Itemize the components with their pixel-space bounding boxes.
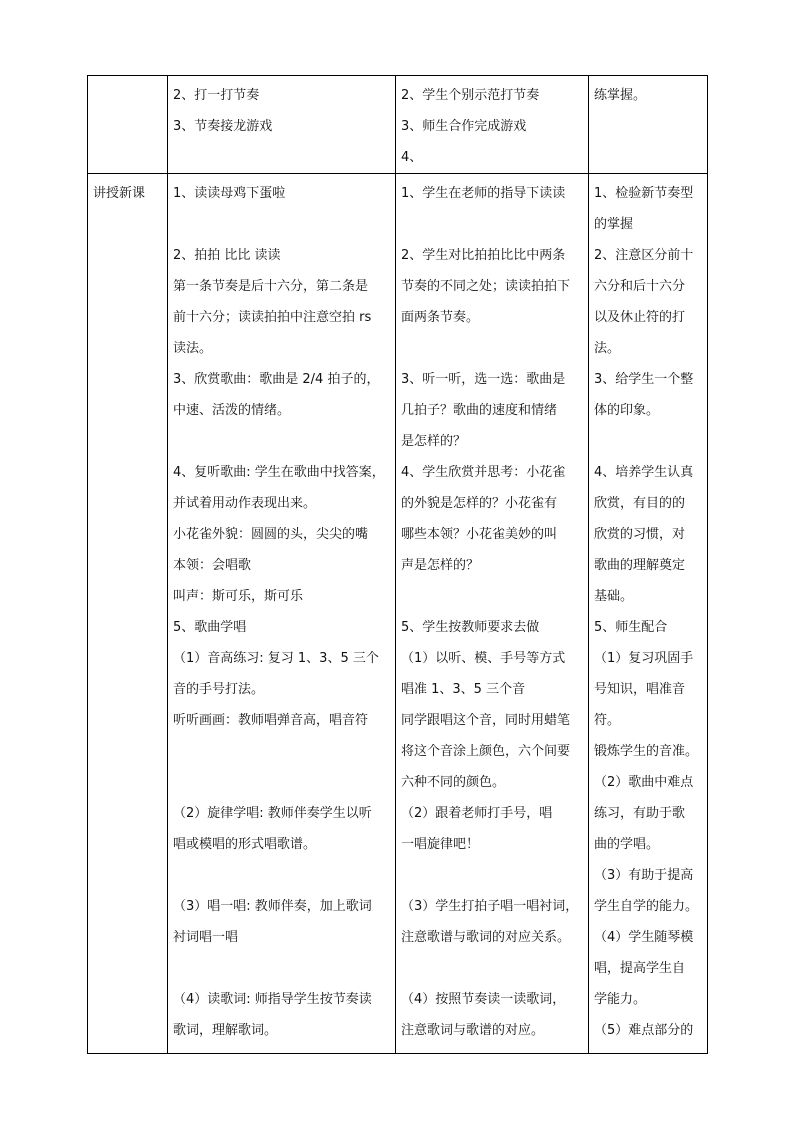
text-line: 节奏的不同之处；读读拍拍下	[401, 279, 571, 294]
text-line: 唱准 1、3、5 三个音	[401, 682, 526, 697]
text-line: （3）唱一唱: 教师伴奏，加上歌词	[173, 899, 372, 914]
text-line: 听听画画：教师唱弹音高，唱音符	[173, 713, 369, 728]
blank-line	[401, 333, 583, 364]
lesson-plan-table	[87, 75, 708, 1054]
teacher-activity-cell	[168, 76, 396, 174]
text-line: （3）学生打拍子唱一唱衬词，	[401, 899, 579, 914]
blank-line	[594, 426, 702, 457]
blank-line	[401, 209, 583, 240]
text-line: 注意歌词与歌谱的对应。	[401, 1023, 545, 1038]
text-line: 歌词，理解歌词。	[173, 1023, 278, 1038]
text-line: 读法。	[173, 341, 213, 356]
text-line: 欣赏，有目的的	[594, 496, 686, 511]
text-line: 3、听一听，选一选：歌曲是	[401, 372, 566, 387]
text-line: 音的手号打法。	[173, 682, 265, 697]
text-line: 前十六分；读读拍拍中注意空拍 rs	[173, 310, 372, 325]
text-line: 练习，有助于歌	[594, 806, 686, 821]
text-line: 学生自学的能力。	[594, 899, 699, 914]
blank-line	[173, 767, 390, 798]
text-line: （4）学生随琴模	[594, 930, 694, 945]
text-line: （4）按照节奏读一读歌词，	[401, 992, 566, 1007]
text-line: 2、学生对比拍拍比比中两条	[401, 248, 566, 263]
blank-line	[173, 426, 390, 457]
text-line: 2、注意区分前十	[594, 248, 694, 263]
text-line: 3、节奏接龙游戏	[173, 119, 273, 134]
text-line: 本领：会唱歌	[173, 558, 252, 573]
text-line: 同学跟唱这个音，同时用蜡笔	[401, 713, 571, 728]
text-line: 的掌握	[594, 217, 634, 232]
text-line: （2）旋律学唱: 教师伴奏学生以听	[173, 806, 372, 821]
text-line: 叫声：斯可乐，斯可乐	[173, 589, 304, 604]
text-line: 符。	[594, 713, 621, 728]
text-line: 练掌握。	[594, 88, 647, 103]
blank-line	[173, 209, 390, 240]
text-line: 2、拍拍 比比 读读	[173, 248, 281, 263]
blank-line	[173, 953, 390, 984]
table-row	[88, 174, 708, 1054]
text-line: 欣赏的习惯，对	[594, 527, 686, 542]
text-line: 4、学生欣赏并思考：小花雀	[401, 465, 566, 480]
text-line: 3、给学生一个整	[594, 372, 694, 387]
text-line: 哪些本领？小花雀美妙的叫	[401, 527, 558, 542]
text-line: 3、欣赏歌曲：歌曲是 2/4 拍子的，	[173, 372, 380, 387]
text-line: （1）复习巩固手	[594, 651, 694, 666]
student-activity-cell	[396, 76, 589, 174]
text-line: 基础。	[594, 589, 634, 604]
section-cell: 讲授新课	[88, 174, 168, 1054]
text-line: 六种不同的颜色。	[401, 775, 506, 790]
text-line: 号知识，唱准音	[594, 682, 686, 697]
text-line: 是怎样的？	[401, 434, 467, 449]
text-line: 面两条节奏。	[401, 310, 480, 325]
text-line: 5、学生按教师要求去做	[401, 620, 540, 635]
text-line: 唱，提高学生自	[594, 961, 686, 976]
text-line: 1、检验新节奏型	[594, 186, 694, 201]
text-line: 2、学生个别示范打节奏	[401, 88, 540, 103]
blank-line	[401, 860, 583, 891]
section-cell	[88, 76, 168, 174]
text-line: 4、	[401, 150, 423, 165]
text-line: 唱或模唱的形式唱歌谱。	[173, 837, 317, 852]
text-line: 衬词唱一唱	[173, 930, 239, 945]
text-line: 体的印象。	[594, 403, 660, 418]
design-purpose-cell	[589, 76, 708, 174]
text-line: 曲的学唱。	[594, 837, 660, 852]
text-line: 3、师生合作完成游戏	[401, 119, 527, 134]
blank-line	[173, 736, 390, 767]
text-line: （2）歌曲中难点	[594, 775, 694, 790]
text-line: 小花雀外貌：圆圆的头，尖尖的嘴	[173, 527, 369, 542]
text-line: 1、读读母鸡下蛋啦	[173, 186, 286, 201]
text-line: 4、培养学生认真	[594, 465, 694, 480]
text-line: （5）难点部分的	[594, 1023, 694, 1038]
text-line: 2、打一打节奏	[173, 88, 260, 103]
text-line: 4、复听歌曲: 学生在歌曲中找答案，	[173, 465, 385, 480]
text-line: 几拍子？歌曲的速度和情绪	[401, 403, 558, 418]
text-line: 将这个音涂上颜色，六个间要	[401, 744, 571, 759]
text-line: 5、师生配合	[594, 620, 668, 635]
text-line: 声是怎样的？	[401, 558, 480, 573]
text-line: 法。	[594, 341, 621, 356]
text-line: 一唱旋律吧！	[401, 837, 480, 852]
blank-line	[173, 860, 390, 891]
text-line: 并试着用动作表现出来。	[173, 496, 317, 511]
text-line: 中速、活泼的情绪。	[173, 403, 291, 418]
text-line: 的外貌是怎样的？小花雀有	[401, 496, 558, 511]
text-line: 注意歌谱与歌词的对应关系。	[401, 930, 571, 945]
text-line: 5、歌曲学唱	[173, 620, 247, 635]
text-line: 学能力。	[594, 992, 647, 1007]
text-line: 六分和后十六分	[594, 279, 686, 294]
text-line: （1）音高练习: 复习 1、3、5 三个	[173, 651, 379, 666]
text-line: 锻炼学生的音准。	[594, 744, 699, 759]
text-line: 第一条节奏是后十六分，第二条是	[173, 279, 369, 294]
text-line: 以及休止符的打	[594, 310, 686, 325]
text-line: 歌曲的理解奠定	[594, 558, 686, 573]
text-line: 1、学生在老师的指导下读读	[401, 186, 566, 201]
text-line: （2）跟着老师打手号，唱	[401, 806, 553, 821]
table-row	[88, 76, 708, 174]
blank-line	[401, 581, 583, 612]
text-line: （1）以听、模、手号等方式	[401, 651, 566, 666]
blank-line	[401, 953, 583, 984]
design-purpose-cell	[589, 174, 708, 1054]
text-line: （4）读歌词: 师指导学生按节奏读	[173, 992, 372, 1007]
text-line: （3）有助于提高	[594, 868, 694, 883]
teacher-activity-cell	[168, 174, 396, 1054]
student-activity-cell	[396, 174, 589, 1054]
